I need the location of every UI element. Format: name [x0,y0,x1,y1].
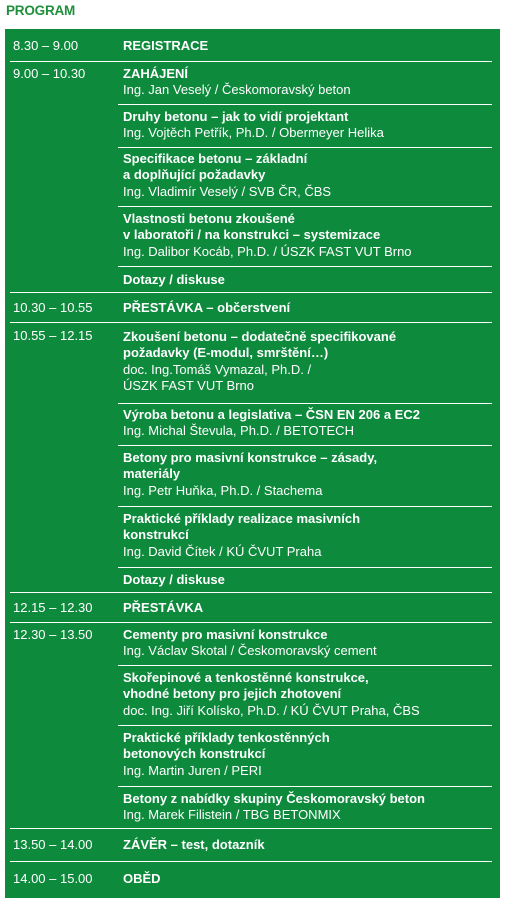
item-title: Zkoušení betonu – dodatečně specifikované [123,329,397,344]
item-divider [118,147,492,148]
program-item [123,109,488,142]
time-slot: 8.30 – 9.00 [13,38,79,53]
session-title: OBĚD [123,871,161,886]
item-title: Praktické příklady tenkostěnných [123,730,330,745]
session-title: ZÁVĚR – test, dotazník [123,837,265,852]
item-speaker: Ing. Michal Števula, Ph.D. / BETOTECH [123,423,354,439]
item-title: v laboratoři / na konstrukci – systemizace [123,227,381,243]
program-heading: PROGRAM [6,3,76,18]
item-divider [118,206,492,207]
item-speaker: Ing. Vojtěch Petřík, Ph.D. / Obermeyer Helika [123,125,384,141]
program-item [123,151,488,200]
program-item [123,211,488,260]
item-title: Dotazy / diskuse [123,272,225,287]
item-title: Specifikace betonu – základní [123,151,308,166]
program-item [123,511,488,560]
time-slot: 10.30 – 10.55 [13,300,93,315]
item-title: Cementy pro masivní konstrukce [123,627,328,642]
item-title: vhodné betony pro jejich zhotovení [123,686,342,702]
program-item [123,791,488,824]
time-slot: 13.50 – 14.00 [13,837,93,852]
item-speaker: Ing. Václav Skotal / Českomoravský cement [123,643,377,659]
row-divider [10,828,492,829]
item-title: Druhy betonu – jak to vidí projektant [123,109,349,124]
item-divider [118,786,492,787]
row-divider [10,622,492,623]
session-title: PŘESTÁVKA [123,600,204,615]
program-table [5,29,500,898]
item-speaker: Ing. Jan Veselý / Českomoravský beton [123,82,351,98]
row-divider [10,292,492,293]
item-divider [118,725,492,726]
item-title: Betony pro masivní konstrukce – zásady, [123,450,378,465]
item-title: ZAHÁJENÍ [123,66,189,81]
time-slot: 12.30 – 13.50 [13,627,93,642]
program-item [123,670,488,719]
time-slot: 9.00 – 10.30 [13,66,86,81]
row-divider [10,61,492,62]
item-divider [118,506,492,507]
item-divider [118,567,492,568]
time-slot: 12.15 – 12.30 [13,600,93,615]
item-title: Dotazy / diskuse [123,572,225,587]
item-speaker: Ing. Petr Huňka, Ph.D. / Stachema [123,482,323,498]
item-speaker: ÚSZK FAST VUT Brno [123,378,255,394]
program-item [123,730,488,779]
program-item [123,329,488,395]
row-divider [10,861,492,862]
item-divider [118,445,492,446]
item-speaker: Ing. Dalibor Kocáb, Ph.D. / ÚSZK FAST VUT Brno [123,243,412,259]
session-title: PŘESTÁVKA – občerstvení [123,300,291,315]
item-speaker: doc. Ing.Tomáš Vymazal, Ph.D. / [123,361,312,377]
item-speaker: Ing. Vladimír Veselý / SVB ČR, ČBS [123,183,332,199]
time-slot: 10.55 – 12.15 [13,328,93,343]
item-title: betonových konstrukcí [123,746,266,762]
item-title: materiály [123,466,181,482]
time-slot: 14.00 – 15.00 [13,871,93,886]
item-divider [118,266,492,267]
item-speaker: doc. Ing. Jiří Kolísko, Ph.D. / KÚ ČVUT Praha, ČBS [123,702,420,718]
row-divider [10,592,492,593]
item-divider [118,665,492,666]
item-divider [118,104,492,105]
session-title: REGISTRACE [123,38,209,53]
item-speaker: Ing. Marek Filistein / TBG BETONMIX [123,807,341,823]
program-item [123,66,488,99]
item-title: Skořepinové a tenkostěnné konstrukce, [123,670,369,685]
item-title: Praktické příklady realizace masivních [123,511,361,526]
item-title: konstrukcí [123,527,189,543]
program-item [123,407,488,440]
program-item [123,627,488,660]
program-item [123,450,488,499]
item-speaker: Ing. Martin Juren / PERI [123,762,262,778]
item-title: a doplňující požadavky [123,167,266,183]
item-title: Vlastnosti betonu zkoušené [123,211,295,226]
item-speaker: Ing. David Čítek / KÚ ČVUT Praha [123,543,322,559]
row-divider [10,322,492,323]
item-title: Výroba betonu a legislativa – ČSN EN 206 a EC2 [123,407,420,422]
item-divider [118,403,492,404]
item-title: požadavky (E-modul, smrštění…) [123,345,329,361]
item-title: Betony z nabídky skupiny Českomoravský beton [123,791,425,806]
